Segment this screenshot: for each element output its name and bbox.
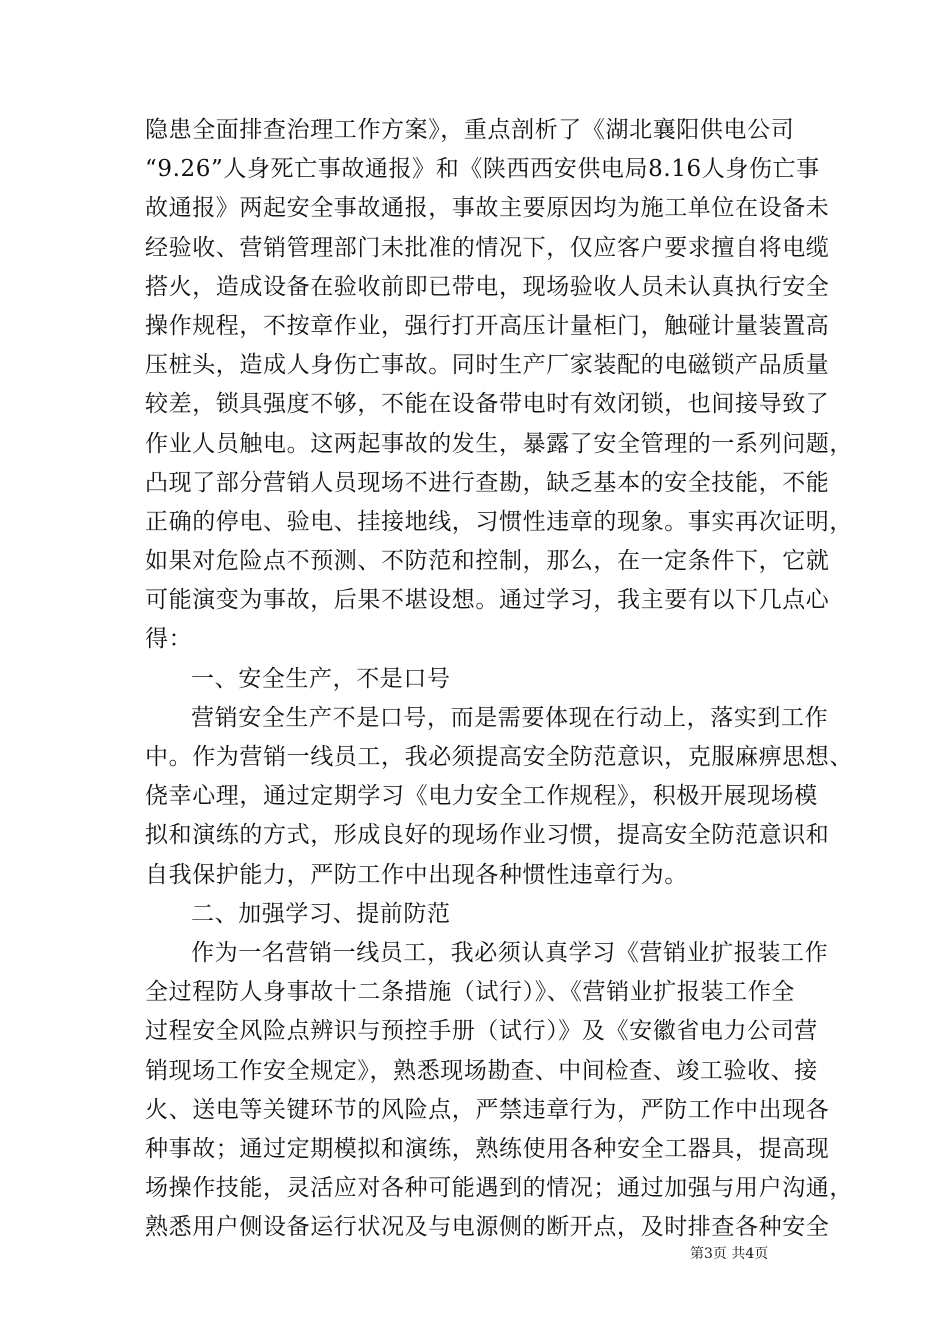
body-line: 故通报》两起安全事故通报，事故主要原因均为施工单位在设备未 xyxy=(145,195,830,222)
body-line: 搭火，造成设备在验收前即已带电，现场验收人员未认真执行安全 xyxy=(145,273,830,300)
section-heading: 一、安全生产，不是口号 xyxy=(191,665,451,692)
body-line: 如果对危险点不预测、不防范和控制，那么，在一定条件下，它就 xyxy=(145,548,830,575)
body-line: 侥幸心理，通过定期学习《电力安全工作规程》，积极开展现场模 xyxy=(145,783,818,810)
body-line: 拟和演练的方式，形成良好的现场作业习惯，提高安全防范意识和 xyxy=(145,822,830,849)
document-body xyxy=(145,111,853,1247)
page-number: 第3页 共4页 xyxy=(690,1246,769,1262)
body-line: 正确的停电、验电、挂接地线，习惯性违章的现象。事实再次证明， xyxy=(145,508,853,535)
body-line: 全过程防人身事故十二条措施（试行）》、《营销业扩报装工作全 xyxy=(145,979,795,1006)
body-line: 可能演变为事故，后果不堪设想。通过学习，我主要有以下几点心 xyxy=(145,587,830,614)
paragraph-first-line: 作为一名营销一线员工，我必须认真学习《营销业扩报装工作 xyxy=(191,939,829,966)
body-line: 凸现了部分营销人员现场不进行查勘，缺乏基本的安全技能，不能 xyxy=(145,469,830,496)
paragraph-first-line: 营销安全生产不是口号，而是需要体现在行动上，落实到工作 xyxy=(191,704,829,731)
body-line: 中。作为营销一线员工，我必须提高安全防范意识，克服麻痹思想、 xyxy=(145,744,853,770)
body-line: “9.26”人身死亡事故通报》和《陕西西安供电局8.16人身伤亡事 xyxy=(145,156,820,183)
body-line: 经验收、营销管理部门未批准的情况下，仅应客户要求擅自将电缆 xyxy=(145,234,830,261)
body-line: 过程安全风险点辨识与预控手册（试行）》及《安徽省电力公司营 xyxy=(145,1018,818,1045)
body-line: 得： xyxy=(145,626,193,653)
body-line: 隐患全面排查治理工作方案》，重点剖析了《湖北襄阳供电公司 xyxy=(145,117,795,143)
body-line: 销现场工作安全规定》，熟悉现场勘查、中间检查、竣工验收、接 xyxy=(145,1057,818,1084)
body-line: 自我保护能力，严防工作中出现各种惯性违章行为。 xyxy=(145,861,688,888)
body-line: 火、送电等关键环节的风险点，严禁违章行为，严防工作中出现各 xyxy=(145,1096,830,1123)
section-heading: 二、加强学习、提前防范 xyxy=(191,900,451,927)
body-line: 作业人员触电。这两起事故的发生，暴露了安全管理的一系列问题， xyxy=(145,430,853,457)
body-line: 熟悉用户侧设备运行状况及与电源侧的断开点，及时排查各种安全 xyxy=(145,1214,830,1241)
body-line: 压桩头，造成人身伤亡事故。同时生产厂家装配的电磁锁产品质量 xyxy=(145,352,830,379)
body-line: 种事故；通过定期模拟和演练，熟练使用各种安全工器具，提高现 xyxy=(145,1135,830,1162)
body-line: 较差，锁具强度不够，不能在设备带电时有效闭锁，也间接导致了 xyxy=(145,391,830,418)
body-line: 操作规程，不按章作业，强行打开高压计量柜门，触碰计量装置高 xyxy=(145,312,830,339)
body-line: 场操作技能，灵活应对各种可能遇到的情况；通过加强与用户沟通， xyxy=(145,1175,853,1202)
